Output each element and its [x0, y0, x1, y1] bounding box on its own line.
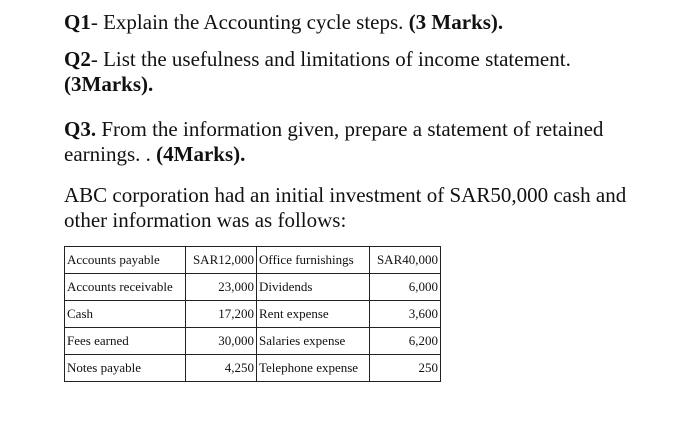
- account-amount-cell: 6,200: [370, 328, 441, 355]
- question-3: [64, 117, 603, 167]
- account-name-cell: Rent expense: [257, 301, 370, 328]
- account-amount-cell: 3,600: [370, 301, 441, 328]
- question-1: [64, 10, 503, 35]
- intro-paragraph: [64, 183, 626, 233]
- question-2-text: - List the usefulness and limitations of income statement.: [90, 47, 571, 71]
- account-name-cell: Notes payable: [65, 355, 186, 382]
- question-3-marks: (4Marks): [156, 142, 241, 166]
- account-amount-cell: SAR12,000: [186, 247, 257, 274]
- account-name-cell: Accounts payable: [65, 247, 186, 274]
- question-3-text-line1: From the information given, prepare a statement of retained: [96, 117, 604, 141]
- question-2-marks: (3Marks): [64, 72, 148, 96]
- question-1-text: - Explain the Accounting cycle steps.: [90, 10, 409, 34]
- account-name-cell: Accounts receivable: [65, 274, 186, 301]
- account-name-cell: Office furnishings: [257, 247, 370, 274]
- account-amount-cell: 17,200: [186, 301, 257, 328]
- question-3-end: .: [240, 142, 246, 166]
- table-row: [65, 247, 441, 274]
- question-1-label: Q1: [64, 10, 91, 34]
- accounts-table: [64, 246, 441, 382]
- question-2-label: Q2: [64, 47, 91, 71]
- account-amount-cell: 30,000: [186, 328, 257, 355]
- account-name-cell: Cash: [65, 301, 186, 328]
- account-name-cell: Salaries expense: [257, 328, 370, 355]
- table-row: [65, 328, 441, 355]
- question-2-end: .: [147, 72, 154, 96]
- account-amount-cell: SAR40,000: [370, 247, 441, 274]
- accounts-table-body: [65, 247, 441, 382]
- account-name-cell: Dividends: [257, 274, 370, 301]
- account-amount-cell: 4,250: [186, 355, 257, 382]
- account-amount-cell: 250: [370, 355, 441, 382]
- question-1-end: .: [497, 10, 504, 34]
- question-2: [64, 47, 571, 97]
- question-3-label: Q3.: [64, 117, 97, 141]
- intro-line-1: ABC corporation had an initial investment of SAR50,000 cash and: [64, 183, 627, 207]
- account-name-cell: Fees earned: [65, 328, 186, 355]
- account-amount-cell: 23,000: [186, 274, 257, 301]
- table-row: [65, 301, 441, 328]
- question-3-text-line2: earnings. .: [64, 142, 157, 166]
- intro-line-2: other information was as follows:: [64, 208, 347, 232]
- account-amount-cell: 6,000: [370, 274, 441, 301]
- table-row: [65, 355, 441, 382]
- question-1-marks: (3 Marks): [408, 10, 498, 34]
- account-name-cell: Telephone expense: [257, 355, 370, 382]
- table-row: [65, 274, 441, 301]
